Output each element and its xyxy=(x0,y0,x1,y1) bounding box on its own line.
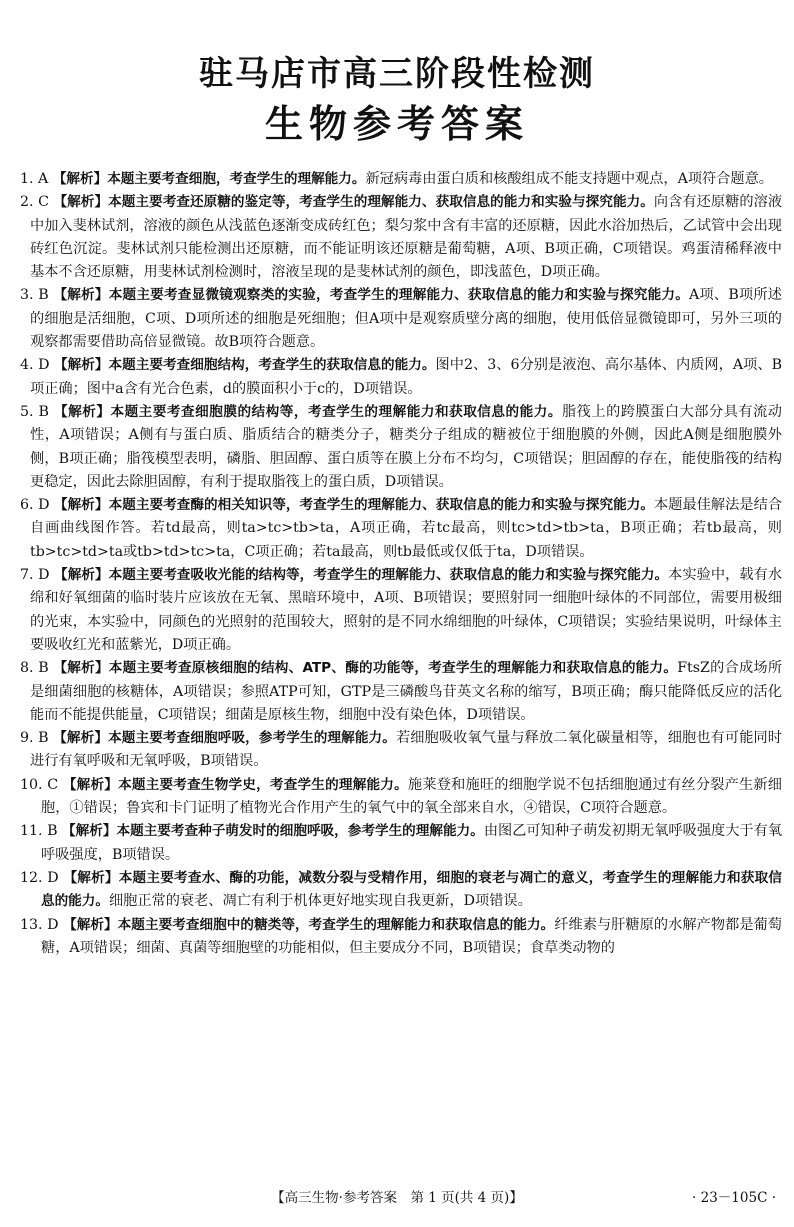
answer-item-3 xyxy=(20,284,782,354)
answer-item-4 xyxy=(20,354,782,401)
answer-item-11 xyxy=(20,820,782,867)
answer-focus: 本题主要考查细胞膜的结构等，考查学生的理解能力和获取信息的能力。 xyxy=(110,403,562,420)
analysis-tag: 【解析】 xyxy=(54,497,109,514)
answer-item-9 xyxy=(20,727,782,774)
answer-item-13 xyxy=(20,914,782,961)
answer-focus: 本题主要考查生物学史，考查学生的理解能力。 xyxy=(118,776,408,793)
answer-number: 7. D xyxy=(20,567,50,584)
answer-focus: 本题主要考查吸收光能的结构等，考查学生的理解能力、获取信息的能力和实验与探究能力。 xyxy=(108,567,669,584)
footer-page-info: 【高三生物·参考答案 第 1 页(共 4 页)】 xyxy=(271,1190,523,1206)
answer-focus: 本题主要考查种子萌发时的细胞呼吸，参考学生的理解能力。 xyxy=(116,823,484,840)
analysis-tag: 【解析】 xyxy=(54,357,109,374)
answer-focus: 本题主要考查细胞，考查学生的理解能力。 xyxy=(107,171,366,187)
answer-explanation: 新冠病毒由蛋白质和核酸组成不能支持题中观点，A项符合题意。 xyxy=(365,171,773,187)
analysis-tag: 【解析】 xyxy=(62,823,117,840)
answer-explanation: 本实验中，载有水绵和好氧细菌的临时装片应该放在无氧、黑暗环境中，A项、B项错误；要照射同一细胞叶绿体的不同部位，需要用极细的光束，本实验中，同颜色的光照射的范围较大，照射的是不同水绵细胞的叶绿体，C项错误；实验结果说明，叶绿体主要吸收红光和蓝紫光，D项正确。 xyxy=(30,567,783,653)
answer-focus: 本题主要考查显微镜观察类的实验，考查学生的理解能力、获取信息的能力和实验与探究能力。 xyxy=(108,287,690,304)
answer-number: 10. C xyxy=(20,776,59,793)
answer-explanation: FtsZ的合成场所是细菌细胞的核糖体，A项错误；参照ATP可知，GTP是三磷酸鸟苷英文名称的缩写，B项正确；酶只能降低反应的活化能而不能提供能量，C项错误；细菌是原核生物，细胞中没有染色体，D项错误。 xyxy=(30,660,783,723)
page-subtitle: 生物参考答案 xyxy=(264,102,529,146)
analysis-tag: 【解析】 xyxy=(63,916,118,933)
answer-focus: 本题主要考查还原糖的鉴定等，考查学生的理解能力、获取信息的能力和实验与探究能力。 xyxy=(108,194,654,211)
answer-explanation: 脂筏上的跨膜蛋白大部分具有流动性，A项错误；A侧有与蛋白质、脂质结合的糖类分子，糖类分子组成的糖被位于细胞膜的外侧，因此A侧是细胞膜外侧，B项正确；脂筏模型表明，磷脂、胆固醇、蛋白质等在膜上分布不均匀，C项错误；胆固醇的存在，能使脂筏的结构更稳定，因此去除胆固醇，有利于提取脂筏上的蛋白质，D项错误。 xyxy=(30,403,782,490)
answer-item-2 xyxy=(20,191,782,284)
answer-item-1 xyxy=(20,168,782,191)
answer-item-6 xyxy=(20,494,782,564)
answer-item-8 xyxy=(20,657,782,727)
answer-explanation: A项、B项所述的细胞是活细胞，C项、D项所述的细胞是死细胞；但A项中是观察质壁分离的细胞，使用低倍显微镜即可，另外三项的观察都需要借助高倍显微镜。故B项符合题意。 xyxy=(30,287,782,351)
answer-number: 1. A xyxy=(20,171,49,187)
analysis-tag: 【解析】 xyxy=(54,403,111,420)
answer-number: 8. B xyxy=(20,660,49,677)
answer-number: 11. B xyxy=(20,823,58,840)
analysis-tag: 【解析】 xyxy=(53,730,109,747)
answer-focus: 本题主要考查水、酶的功能，减数分裂与受精作用，细胞的衰老与凋亡的意义，考查学生的理解能力和获取信息的能力。 xyxy=(41,869,783,910)
answer-number: 5. B xyxy=(20,403,49,420)
analysis-tag: 【解析】 xyxy=(62,776,119,793)
analysis-tag: 【解析】 xyxy=(53,194,109,211)
answer-number: 13. D xyxy=(20,916,59,933)
answer-explanation: 纤维素与肝糖原的水解产物都是葡萄糖，A项错误；细菌、真菌等细胞壁的功能相似，但主要成分不同，B项错误；食草类动物的 xyxy=(41,916,782,956)
answer-item-12 xyxy=(20,867,782,914)
answer-number: 9. B xyxy=(20,730,49,747)
footer-code: · 23－105C · xyxy=(692,1190,776,1206)
answer-item-10 xyxy=(20,774,782,821)
answer-item-5 xyxy=(20,401,782,494)
page-title: 驻马店市高三阶段性检测 xyxy=(199,54,595,94)
answer-focus: 本题主要考查细胞中的糖类等，考查学生的理解能力和获取信息的能力。 xyxy=(117,916,555,933)
answer-number: 6. D xyxy=(20,497,50,514)
answer-number: 12. D xyxy=(20,869,59,886)
answer-explanation: 向含有还原糖的溶液中加入斐林试剂，溶液的颜色从浅蓝色逐渐变成砖红色；梨匀浆中含有丰富的还原糖，因此水浴加热后，乙试管中会出现砖红色沉淀。斐林试剂只能检测出还原糖，而不能证明该还原糖是葡萄糖，A项、B项正确，C项错误。鸡蛋清稀释液中基本不含还原糖，用斐林试剂检测时，溶液呈现的是斐林试剂的颜色，即浅蓝色，D项正确。 xyxy=(30,194,783,281)
answer-explanation: 本题最佳解法是结合自画曲线图作答。若td最高，则ta>tc>tb>ta，A项正确，若tc最高，则tc>td>tb>ta，B项正确；若tb最高，则tb>tc>td>ta或tb>td>tc>ta，C项正确；若ta最高，则tb最低或仅低于ta，D项错误。 xyxy=(30,497,783,560)
answer-number: 4. D xyxy=(20,357,50,374)
answer-focus: 本题主要考查细胞呼吸，参考学生的理解能力。 xyxy=(108,730,396,747)
analysis-tag: 【解析】 xyxy=(53,287,109,304)
answer-number: 2. C xyxy=(20,194,49,211)
answer-explanation: 施莱登和施旺的细胞学说不包括细胞通过有丝分裂产生新细胞，①错误；鲁宾和卡门证明了植物光合作用产生的氧气中的氧全部来自水，④错误，C项符合题意。 xyxy=(41,776,782,817)
answer-explanation: 若细胞吸收氧气量与释放二氧化碳量相等，细胞也有可能同时进行有氧呼吸和无氧呼吸，B项错误。 xyxy=(30,730,782,770)
answer-item-7 xyxy=(20,564,782,657)
answer-list xyxy=(20,168,782,960)
analysis-tag: 【解析】 xyxy=(53,660,109,677)
analysis-tag: 【解析】 xyxy=(63,869,119,886)
answer-explanation: 细胞正常的衰老、凋亡有利于机体更好地实现自我更新，D项错误。 xyxy=(108,893,532,910)
answer-focus: 本题主要考查酶的相关知识等，考查学生的理解能力、获取信息的能力和实验与探究能力。 xyxy=(108,497,654,514)
answer-explanation: 由图乙可知种子萌发初期无氧呼吸强度大于有氧呼吸强度，B项错误。 xyxy=(41,823,783,863)
analysis-tag: 【解析】 xyxy=(52,171,108,187)
answer-number: 3. B xyxy=(20,287,49,304)
answer-explanation: 图中2、3、6分别是液泡、高尔基体、内质网，A项、B项正确；图中a含有光合色素，d的膜面积小于c的，D项错误。 xyxy=(30,357,783,397)
analysis-tag: 【解析】 xyxy=(54,567,109,584)
answer-focus: 本题主要考查原核细胞的结构、ATP、酶的功能等，考查学生的理解能力和获取信息的能力。 xyxy=(108,660,678,677)
answer-focus: 本题主要考查细胞结构，考查学生的获取信息的能力。 xyxy=(108,357,436,374)
